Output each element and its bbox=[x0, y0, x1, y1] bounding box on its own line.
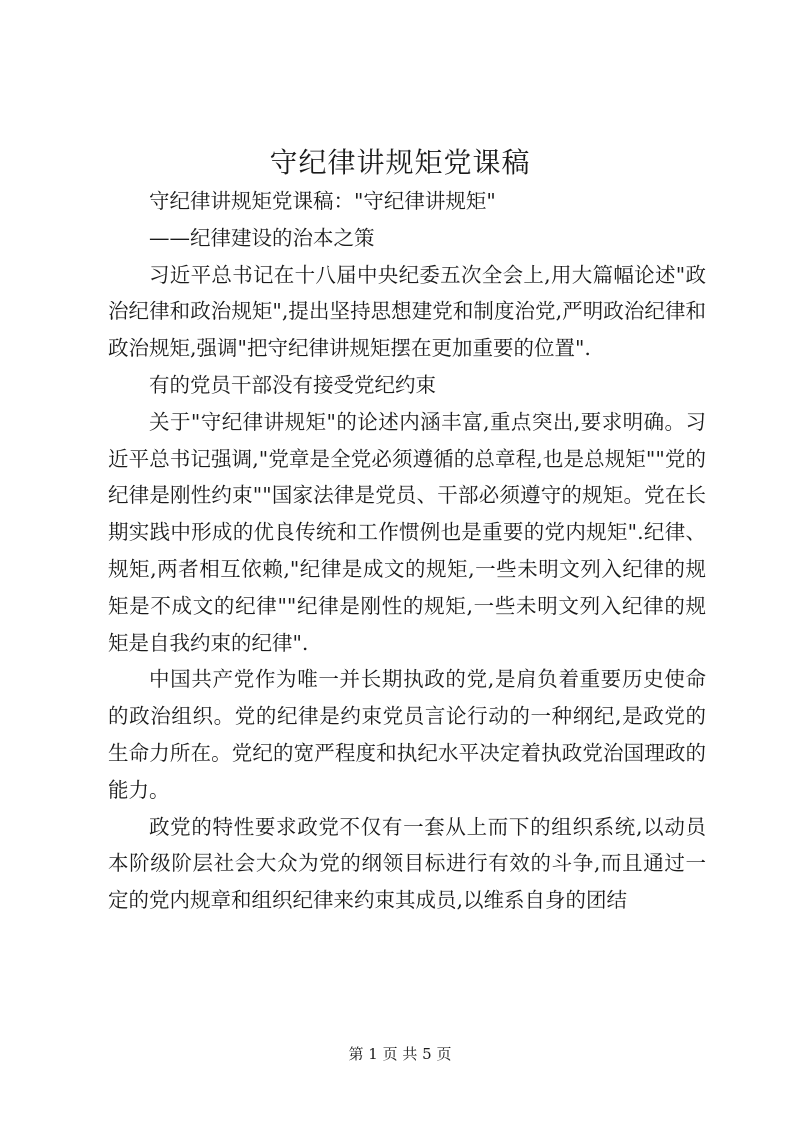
paragraph-subtitle-line2: ——纪律建设的治本之策 bbox=[149, 225, 375, 250]
page-title: 守纪律讲规矩党课稿 bbox=[269, 146, 531, 179]
document-body bbox=[108, 183, 706, 919]
paragraph: 习近平总书记在十八届中央纪委五次全会上,用大篇幅论述"政治纪律和政治规矩",提出坚持思想建党和制度治党,严明政治纪律和政治规矩,强调"把守纪律讲规矩摆在更加重要的位置". bbox=[108, 262, 706, 361]
paragraph: 中国共产党作为唯一并长期执政的党,是肩负着重要历史使命的政治组织。党的纪律是约束党员言论行动的一种纲纪,是政党的生命力所在。党纪的宽严程度和执纪水平决定着执政党治国理政的能力。 bbox=[108, 667, 706, 802]
paragraph-heading: 有的党员干部没有接受党纪约束 bbox=[149, 372, 436, 397]
paragraph: 政党的特性要求政党不仅有一套从上而下的组织系统,以动员本阶级阶层社会大众为党的纲领目标进行有效的斗争,而且通过一定的党内规章和组织纪律来约束其成员,以维系自身的团结 bbox=[108, 814, 706, 913]
page-footer: 第 1 页 共 5 页 bbox=[348, 1045, 452, 1063]
paragraph: 关于"守纪律讲规矩"的论述内涵丰富,重点突出,要求明确。习近平总书记强调,"党章是全党必须遵循的总章程,也是总规矩""党的纪律是刚性约束""国家法律是党员、干部必须遵守的规矩。党在长期实践中形成的优良传统和工作惯例也是重要的党内规矩".纪律、规矩,两者相互依赖,"纪律是成文的规矩,一些未明文列入纪律的规矩是不成文的纪律""纪律是刚性的规矩,一些未明文列入纪律的规矩是自我约束的纪律". bbox=[108, 409, 706, 655]
paragraph-subtitle: 守纪律讲规矩党课稿："守纪律讲规矩" bbox=[149, 189, 496, 213]
